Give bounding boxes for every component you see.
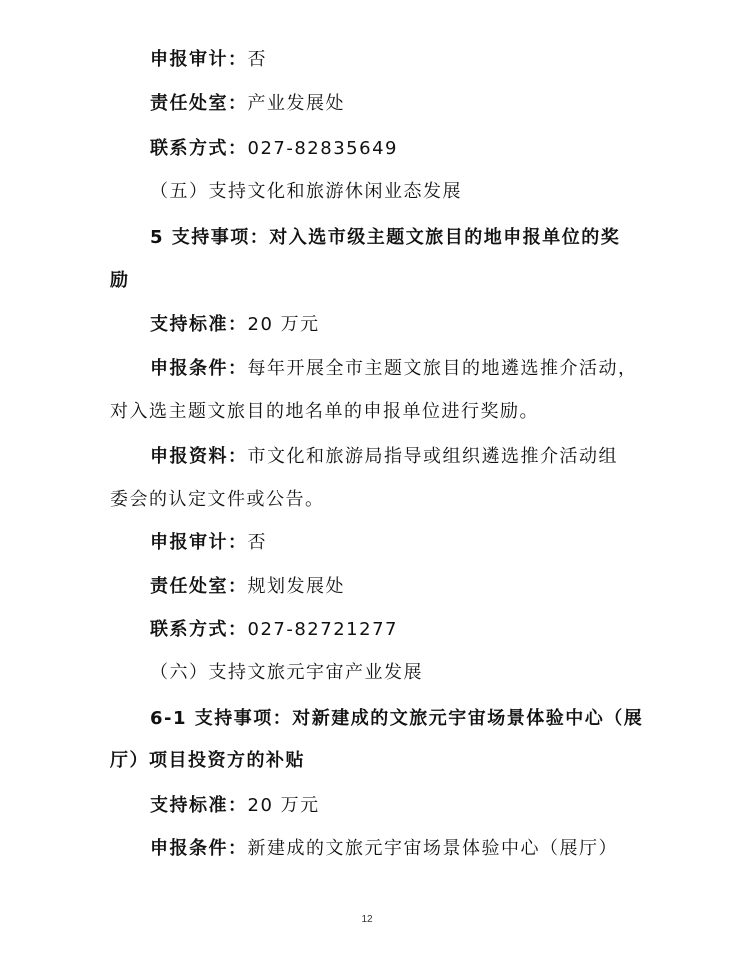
line-text: 否 <box>247 532 267 553</box>
line-label: 支持标准： <box>150 795 248 816</box>
support-item-heading-cont <box>110 270 130 292</box>
line-label: 联系方式： <box>150 619 248 640</box>
line-text: 委会的认定文件或公告。 <box>110 489 325 510</box>
section-heading <box>150 662 423 684</box>
section-heading <box>150 181 462 203</box>
line-text: （五）支持文化和旅游休闲业态发展 <box>150 181 462 202</box>
support-item-heading <box>150 227 620 249</box>
line-label: 6-1 支持事项：对新建成的文旅元宇宙场景体验中心（展 <box>150 708 644 729</box>
line-text: 027-82835649 <box>247 138 398 159</box>
office-line <box>150 93 345 115</box>
line-text: 规划发展处 <box>247 576 345 597</box>
line-text: 20 万元 <box>247 314 320 335</box>
line-text: 027-82721277 <box>247 619 398 640</box>
line-label: 责任处室： <box>150 93 248 114</box>
conditions-line-cont <box>110 401 539 423</box>
contact-line <box>150 138 398 160</box>
line-label: 责任处室： <box>150 576 248 597</box>
support-item-heading-cont <box>110 750 305 772</box>
line-label: 申报资料： <box>150 446 248 467</box>
conditions-line <box>150 358 638 380</box>
line-text: （六）支持文旅元宇宙产业发展 <box>150 662 423 683</box>
materials-line <box>150 446 618 468</box>
materials-line-cont <box>110 489 325 511</box>
line-label: 申报审计： <box>150 49 248 70</box>
line-label: 申报审计： <box>150 532 248 553</box>
office-line <box>150 576 345 598</box>
line-label: 励 <box>110 270 130 291</box>
audit-line <box>150 49 267 71</box>
line-label: 5 支持事项：对入选市级主题文旅目的地申报单位的奖 <box>150 227 621 248</box>
line-label: 联系方式： <box>150 138 248 159</box>
line-text: 否 <box>247 49 267 70</box>
support-item-heading <box>150 708 643 730</box>
line-text: 每年开展全市主题文旅目的地遴选推介活动， <box>247 358 638 379</box>
line-label: 厅）项目投资方的补贴 <box>110 750 305 771</box>
line-label: 支持标准： <box>150 314 248 335</box>
standard-line <box>150 795 320 817</box>
line-text: 市文化和旅游局指导或组织遴选推介活动组 <box>247 446 618 467</box>
line-text: 产业发展处 <box>247 93 345 114</box>
page-number: 12 <box>361 914 373 925</box>
standard-line <box>150 314 320 336</box>
line-text: 20 万元 <box>247 795 320 816</box>
line-text: 新建成的文旅元宇宙场景体验中心（展厅） <box>247 838 618 859</box>
contact-line <box>150 619 398 641</box>
line-label: 申报条件： <box>150 838 248 859</box>
conditions-line <box>150 838 618 860</box>
line-text: 对入选主题文旅目的地名单的申报单位进行奖励。 <box>110 401 539 422</box>
line-label: 申报条件： <box>150 358 248 379</box>
audit-line <box>150 532 267 554</box>
